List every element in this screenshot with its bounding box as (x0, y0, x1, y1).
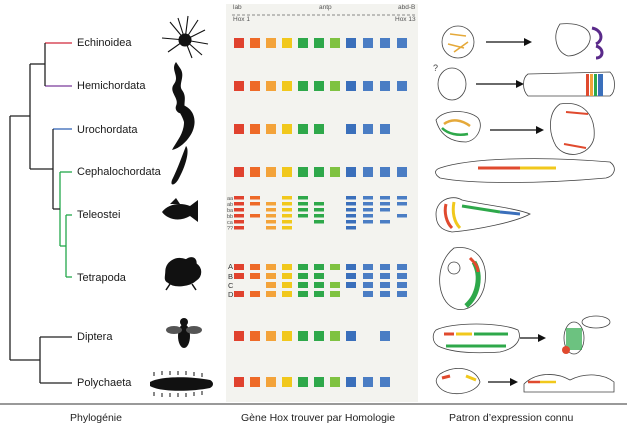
hox-gene-block (250, 81, 260, 91)
hox-gene-block (380, 291, 390, 297)
hox-gene-block (380, 38, 390, 48)
header-hox-last: Hox 13 (395, 16, 416, 23)
hox-gene-block (363, 167, 373, 177)
header-group-antp: antp (319, 4, 332, 11)
hox-gene-block (282, 167, 292, 177)
hox-gene-block (363, 124, 373, 134)
hox-gene-block (346, 81, 356, 91)
hox-gene-block (266, 220, 276, 224)
hox-gene-block (282, 264, 292, 270)
hox-gene-block (346, 273, 356, 279)
hox-gene-block (298, 214, 308, 218)
paralog-label: ?? (227, 226, 234, 232)
hox-gene-block (298, 196, 308, 200)
hox-gene-block (282, 291, 292, 297)
hox-gene-block (346, 214, 356, 218)
hox-gene-block (346, 377, 356, 387)
hox-gene-block (397, 264, 407, 270)
hox-gene-block (234, 81, 244, 91)
hox-gene-block (250, 264, 260, 270)
mouse-silhouette (166, 258, 201, 290)
hox-gene-block (380, 331, 390, 341)
hox-gene-block (363, 282, 373, 288)
paralog-label: bb (227, 214, 234, 220)
taxon-label-diptera: Diptera (77, 331, 113, 343)
hox-gene-block (363, 220, 373, 224)
taxon-label-tetrapoda: Tetrapoda (77, 272, 126, 284)
hox-gene-block (363, 377, 373, 387)
hox-gene-block (250, 167, 260, 177)
hox-gene-block (363, 264, 373, 270)
hox-gene-block (380, 377, 390, 387)
hox-gene-block (314, 124, 324, 134)
hox-gene-block (298, 264, 308, 270)
hox-gene-block (363, 38, 373, 48)
hox-gene-block (380, 202, 390, 206)
hox-gene-block (266, 282, 276, 288)
taxon-label-urochordata: Urochordata (77, 124, 138, 136)
paralog-label: ba (227, 208, 234, 214)
cluster-label: D (228, 290, 234, 299)
hox-gene-block (266, 291, 276, 297)
hox-gene-block (330, 282, 340, 288)
hox-gene-block (380, 81, 390, 91)
hox-gene-block (397, 38, 407, 48)
header-group-abdb: abd-B (398, 4, 416, 11)
expression-tetrapoda (440, 247, 486, 309)
hox-gene-block (250, 196, 260, 200)
hox-gene-block (298, 377, 308, 387)
hox-gene-block (298, 81, 308, 91)
hox-gene-block (234, 167, 244, 177)
hox-gene-block (363, 202, 373, 206)
hox-gene-block (330, 377, 340, 387)
hox-gene-block (314, 202, 324, 206)
hox-gene-block (266, 331, 276, 341)
hox-gene-block (314, 208, 324, 212)
hox-gene-block (282, 377, 292, 387)
taxon-label-cephalochordata: Cephalochordata (77, 166, 161, 178)
hox-gene-block (397, 202, 407, 206)
hox-gene-block (282, 196, 292, 200)
hox-gene-block (282, 220, 292, 224)
hox-gene-block (314, 264, 324, 270)
hox-gene-block (380, 220, 390, 224)
hox-gene-block (330, 167, 340, 177)
hox-gene-block (314, 377, 324, 387)
hox-gene-block (397, 196, 407, 200)
tunicate-silhouette (172, 104, 195, 150)
hox-gene-block (234, 291, 244, 297)
hox-gene-block (282, 81, 292, 91)
hox-gene-block (314, 81, 324, 91)
hox-gene-block (314, 331, 324, 341)
hox-gene-block (330, 38, 340, 48)
hox-gene-block (346, 282, 356, 288)
hox-gene-block (250, 273, 260, 279)
hox-gene-block (266, 214, 276, 218)
hox-gene-block (314, 214, 324, 218)
hox-gene-block (314, 167, 324, 177)
hox-gene-block (234, 124, 244, 134)
hox-gene-block (346, 226, 356, 230)
hox-gene-block (266, 38, 276, 48)
unknown-marker: ? (433, 63, 439, 73)
hox-gene-block (397, 167, 407, 177)
hox-gene-block (298, 38, 308, 48)
hox-gene-block (298, 202, 308, 206)
hox-gene-block (380, 196, 390, 200)
hox-gene-block (314, 38, 324, 48)
hox-gene-block (266, 264, 276, 270)
hox-gene-block (314, 220, 324, 224)
hox-gene-block (380, 282, 390, 288)
paralog-label: ab (227, 202, 234, 208)
hox-gene-block (234, 226, 244, 230)
hox-gene-block (234, 38, 244, 48)
hox-gene-block (266, 377, 276, 387)
hox-gene-block (397, 81, 407, 91)
hox-gene-block (363, 196, 373, 200)
hox-gene-block (298, 208, 308, 212)
expression-echinoidea (442, 24, 602, 58)
hox-gene-block (250, 377, 260, 387)
expression-polychaeta (436, 368, 614, 393)
hox-gene-block (363, 208, 373, 212)
hox-gene-block (282, 331, 292, 341)
taxon-label-echinoidea: Echinoidea (77, 37, 132, 49)
hox-gene-block (346, 38, 356, 48)
hox-gene-block (330, 81, 340, 91)
hox-gene-block (380, 273, 390, 279)
hox-gene-block (298, 167, 308, 177)
header-group-lab: lab (233, 4, 242, 11)
hox-gene-block (397, 291, 407, 297)
hox-gene-block (234, 377, 244, 387)
hox-gene-block (282, 208, 292, 212)
header-hox-first: Hox 1 (233, 16, 250, 23)
cluster-label: B (228, 272, 234, 281)
hox-gene-block (346, 331, 356, 341)
fish-silhouette (162, 198, 198, 222)
fly-silhouette (166, 318, 202, 348)
hox-gene-block (282, 226, 292, 230)
expression-urochordata (436, 103, 594, 154)
expression-cephalochordata (436, 159, 615, 183)
hox-gene-block (282, 38, 292, 48)
hox-gene-block (250, 291, 260, 297)
cluster-label: C (228, 281, 234, 290)
hox-gene-block (346, 208, 356, 212)
hox-gene-block (250, 331, 260, 341)
hox-gene-block (397, 282, 407, 288)
expression-diptera (433, 316, 610, 354)
phylogenetic-tree (10, 43, 72, 383)
hox-gene-block (330, 331, 340, 341)
hox-gene-block (234, 220, 244, 224)
hox-gene-block (346, 124, 356, 134)
hox-gene-block (298, 124, 308, 134)
hox-gene-block (397, 214, 407, 218)
hox-gene-block (266, 208, 276, 212)
hox-gene-block (380, 167, 390, 177)
hox-gene-block (314, 282, 324, 288)
hox-gene-block (282, 273, 292, 279)
hox-gene-block (234, 214, 244, 218)
hox-gene-block (346, 202, 356, 206)
hox-gene-block (282, 214, 292, 218)
hox-gene-block (363, 81, 373, 91)
hox-gene-block (234, 208, 244, 212)
hox-gene-block (266, 167, 276, 177)
hox-gene-block (298, 273, 308, 279)
hox-gene-block (346, 196, 356, 200)
paralog-label: aa (227, 196, 234, 202)
hox-gene-block (330, 264, 340, 270)
hox-gene-block (298, 291, 308, 297)
hox-gene-block (346, 167, 356, 177)
hox-gene-block (250, 38, 260, 48)
expression-teleostei (436, 198, 530, 232)
hox-gene-block (363, 214, 373, 218)
hox-gene-block (330, 291, 340, 297)
footer-phylogeny: Phylogénie (70, 412, 122, 424)
hox-gene-block (250, 214, 260, 218)
hox-gene-block (234, 264, 244, 270)
hox-gene-block (282, 202, 292, 206)
footer-expression: Patron d’expression connu (449, 412, 574, 424)
hox-gene-block (380, 208, 390, 212)
hox-gene-block (363, 291, 373, 297)
hox-gene-block (380, 124, 390, 134)
hox-gene-block (266, 202, 276, 206)
hox-gene-block (298, 282, 308, 288)
sea-urchin-silhouette (162, 16, 208, 58)
footer-homology: Gène Hox trouver par Homologie (241, 412, 396, 424)
hox-gene-block (250, 124, 260, 134)
polychaete-silhouette (150, 371, 213, 397)
hox-gene-block (234, 273, 244, 279)
hox-gene-block (234, 202, 244, 206)
hox-gene-block (314, 273, 324, 279)
cluster-label: A (228, 262, 234, 271)
hox-gene-block (346, 220, 356, 224)
hox-gene-block (234, 331, 244, 341)
hox-gene-block (266, 81, 276, 91)
lancelet-silhouette (171, 146, 187, 185)
hox-gene-block (380, 264, 390, 270)
hox-gene-block (234, 196, 244, 200)
taxon-label-teleostei: Teleostei (77, 209, 121, 221)
hox-gene-block (266, 124, 276, 134)
hox-gene-block (397, 273, 407, 279)
hox-gene-block (266, 273, 276, 279)
paralog-label: ca (227, 220, 233, 226)
hox-gene-block (314, 291, 324, 297)
hox-gene-block (363, 273, 373, 279)
hox-gene-block (250, 202, 260, 206)
hox-gene-block (346, 264, 356, 270)
hox-gene-block (282, 124, 292, 134)
hox-gene-block (298, 331, 308, 341)
hox-gene-block (266, 226, 276, 230)
hox-gene-block (282, 282, 292, 288)
taxon-label-polychaeta: Polychaeta (77, 377, 132, 389)
taxon-label-hemichordata: Hemichordata (77, 80, 146, 92)
expression-hemichordata (438, 68, 615, 100)
